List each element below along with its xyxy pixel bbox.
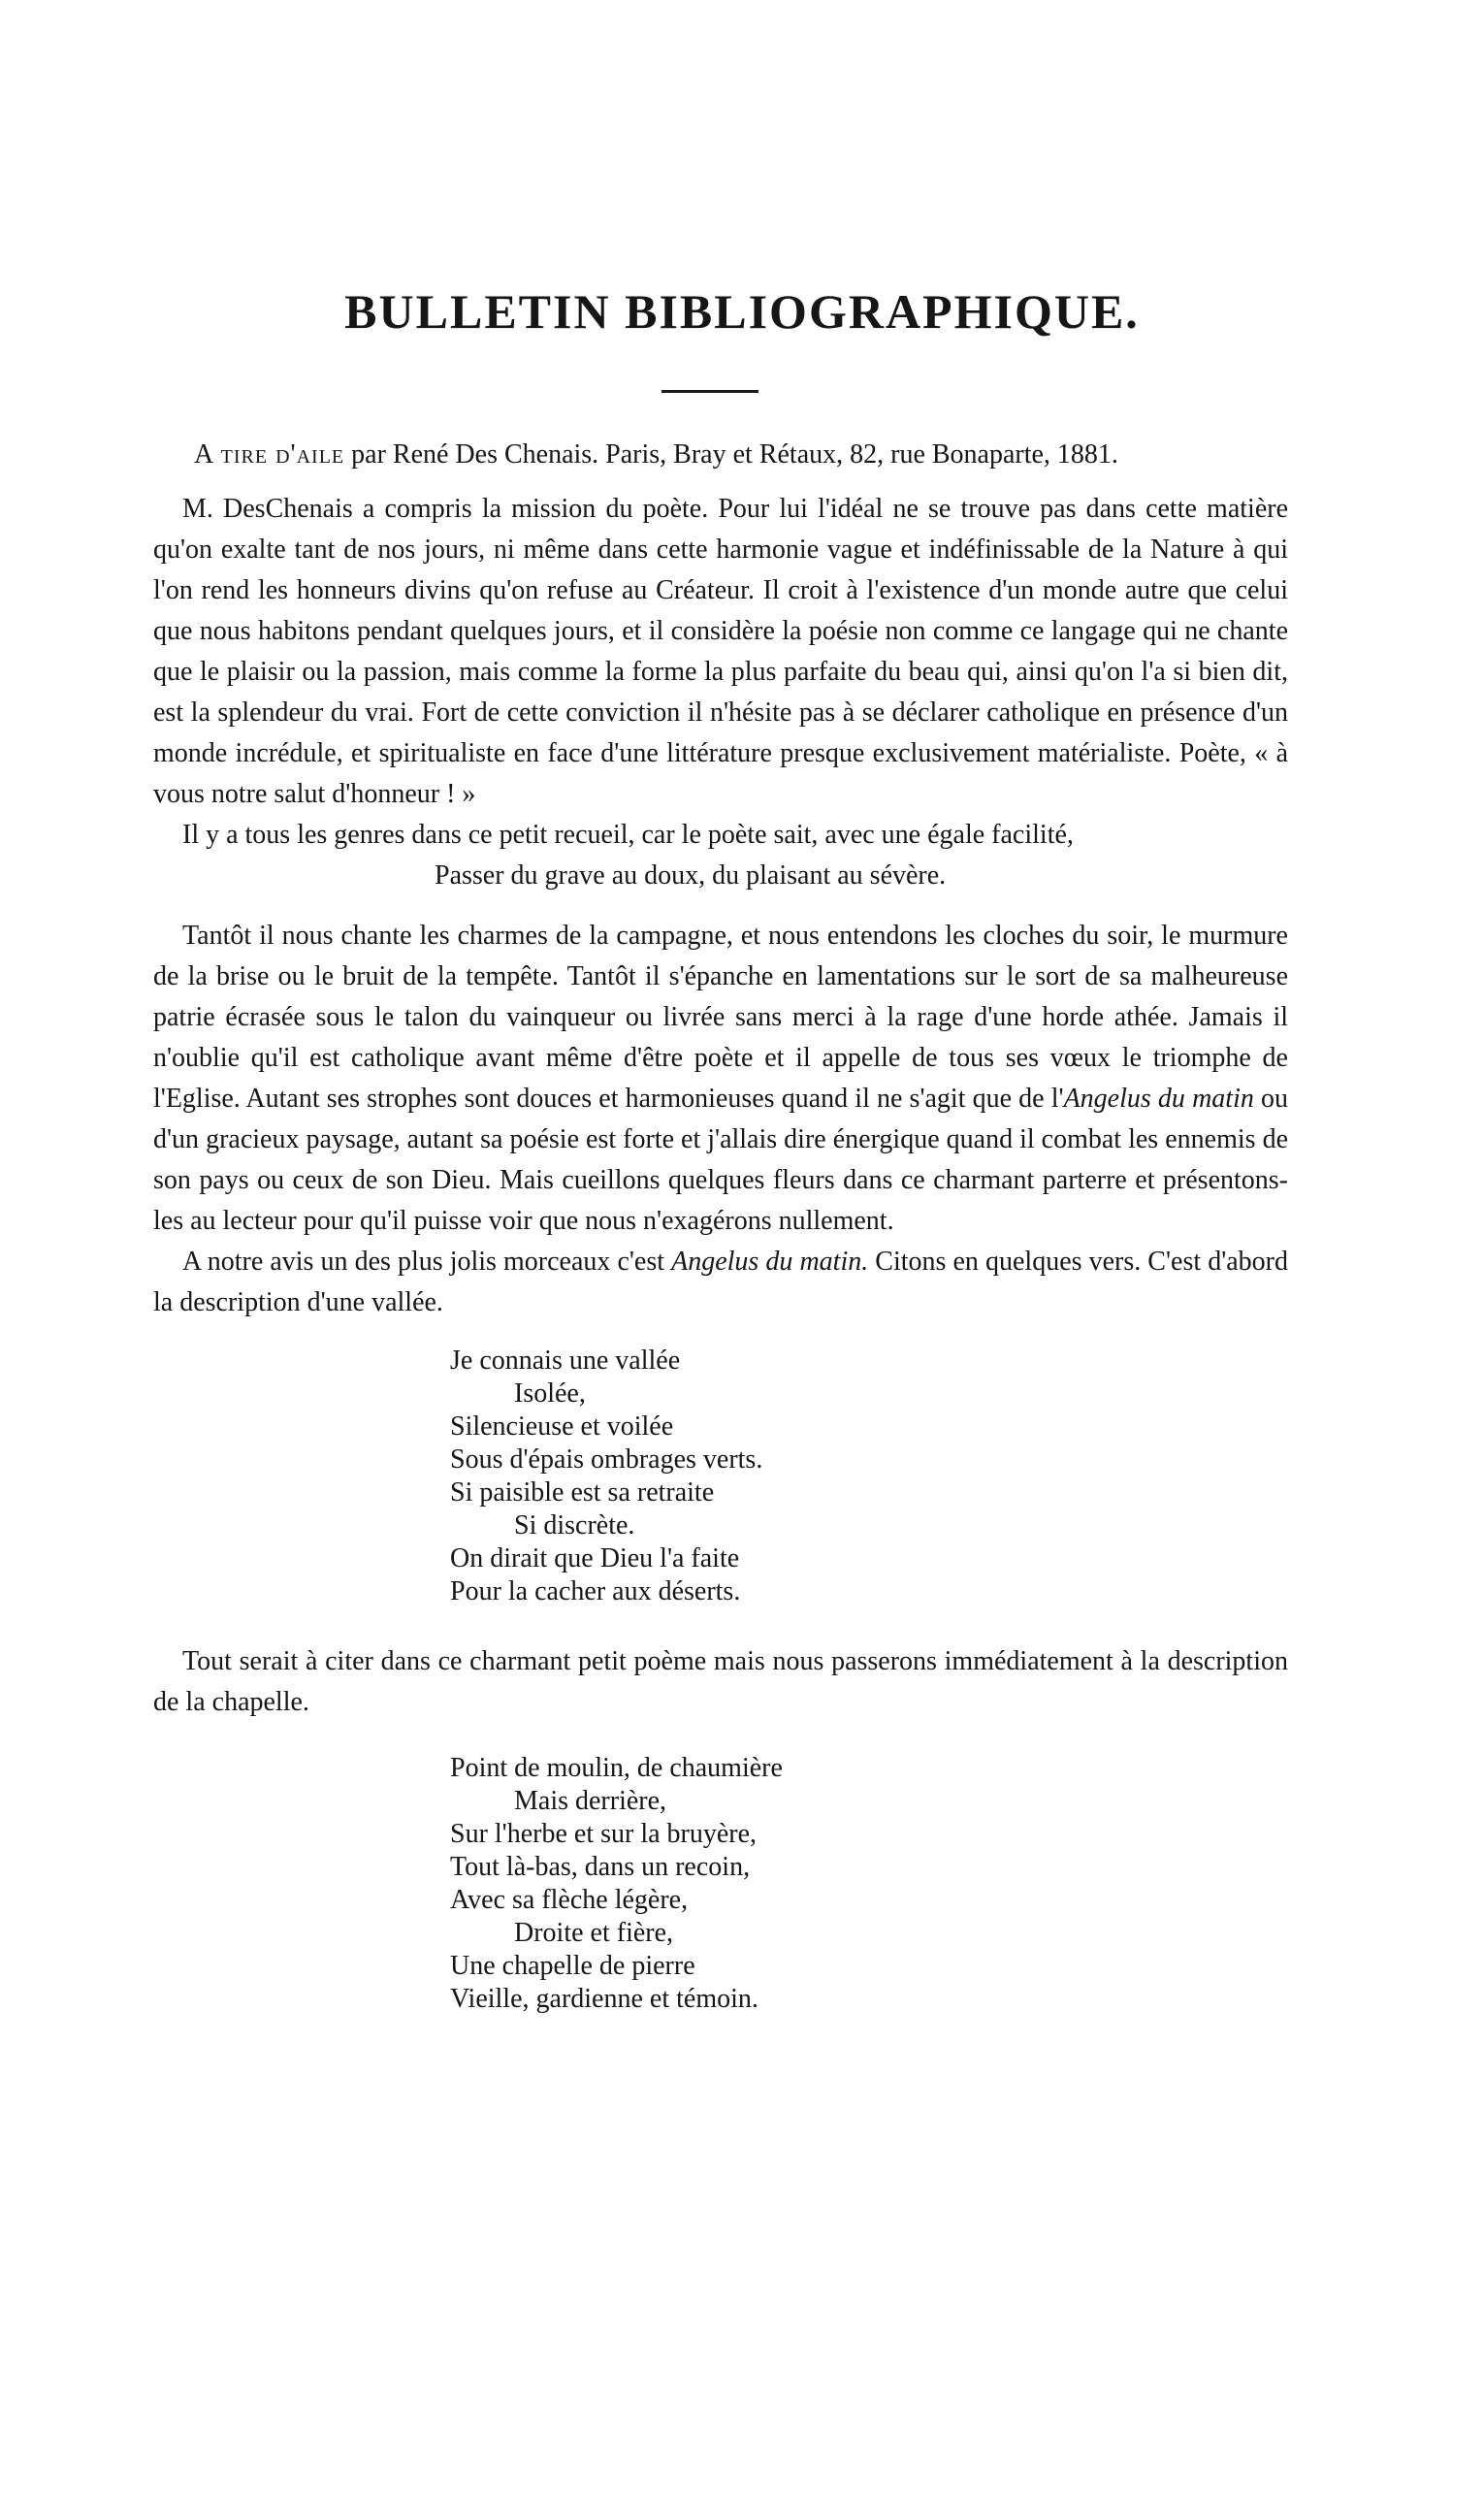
quoted-line: Passer du grave au doux, du plaisant au sévère. (435, 860, 947, 891)
entry-title: A tire d'aile (194, 439, 345, 470)
paragraph-3 (153, 916, 1288, 1242)
page-title: BULLETIN BIBLIOGRAPHIQUE. (344, 284, 1140, 339)
paragraph-3-text-a: Tantôt il nous chante les charmes de la campagne, et nous entendons les cloches du soir, le murmure de la brise ou le bruit de la tempête. Tantôt il s'épanche en lamentations sur le sort de sa malheureuse patrie écrasée sous le talon du vainqueur ou livrée sans merci à la rage d'une horde athée. Jamais il n'oublie qu'il est catholique avant même d'être poète et il appelle de tous ses vœux le triomphe de l'Eglise. Autant ses strophes sont douces et harmonieuses quand il ne s'agit que de l' (153, 921, 1288, 1114)
verse-line: Droite et fière, (514, 1918, 674, 1948)
paragraph-4 (153, 1242, 1288, 1323)
bibliographic-entry (153, 435, 1288, 475)
paragraph-1: M. DesChenais a compris la mission du poète. Pour lui l'idéal ne se trouve pas dans cette matière qu'on exalte tant de nos jours, ni même dans cette harmonie vague et indéfinissable de la Nature à qui l'on rend les honneurs divins qu'on refuse au Créateur. Il croit à l'existence d'un monde autre que celui que nous habitons pendant quelques jours, et il considère la poésie non comme ce langage qui ne chante que le plaisir ou la passion, mais comme la forme la plus parfaite du beau qui, ainsi qu'on l'a si bien dit, est la splendeur du vrai. Fort de cette conviction il n'hésite pas à se déclarer catholique en présence d'un monde incrédule, et spiritualiste en face d'une littérature presque exclusivement matérialiste. Poète, « à vous notre salut d'honneur ! » (153, 494, 1288, 809)
paragraph-4-text-a: A notre avis un des plus jolis morceaux c'est (182, 1247, 672, 1277)
verse-stanza-2 (153, 1752, 1288, 2016)
paragraph-4-text-b: Citons en quelques vers. C'est d'abord la description d'une vallée. (153, 1247, 1288, 1317)
paragraph-2: Il y a tous les genres dans ce petit recueil, car le poète sait, avec une égale facilité, (182, 820, 1074, 850)
verse-line: Isolée, (514, 1378, 586, 1409)
verse-stanza-1 (153, 1345, 1288, 1608)
verse-line: Si paisible est sa retraite (450, 1477, 715, 1508)
verse-line: On dirait que Dieu l'a faite (450, 1543, 740, 1573)
paragraph-3-emphasis: Angelus du matin (1063, 1084, 1254, 1114)
paragraph-4-emphasis: Angelus du matin. (671, 1247, 869, 1277)
verse-line: Je connais une vallée (450, 1346, 681, 1376)
paragraph-5: Tout serait à citer dans ce charmant petit poème mais nous passerons immédiatement à la description de la chapelle. (153, 1646, 1288, 1717)
verse-line: Vieille, gardienne et témoin. (450, 1984, 758, 2014)
verse-line: Point de moulin, de chaumière (450, 1753, 783, 1783)
verse-line: Mais derrière, (514, 1786, 667, 1816)
document-body (153, 435, 1288, 2016)
title-rule (661, 390, 758, 393)
verse-line: Avec sa flèche légère, (450, 1885, 689, 1915)
paragraph-3-text-b: ou d'un gracieux paysage, autant sa poésie est forte et j'allais dire énergique quand il combat les ennemis de son pays ou ceux de son Dieu. Mais cueillons quelques fleurs dans ce charmant parterre et présentons-les au lecteur pour qu'il puisse voir que nous n'exagérons nullement. (153, 1084, 1288, 1236)
entry-details: par René Des Chenais. Paris, Bray et Rétaux, 82, rue Bonaparte, 1881. (344, 439, 1118, 470)
verse-line: Sous d'épais ombrages verts. (450, 1444, 763, 1475)
verse-line: Si discrète. (514, 1510, 635, 1540)
verse-line: Sur l'herbe et sur la bruyère, (450, 1819, 758, 1849)
verse-line: Silencieuse et voilée (450, 1411, 674, 1442)
verse-line: Tout là-bas, dans un recoin, (450, 1852, 751, 1882)
verse-line: Une chapelle de pierre (450, 1951, 695, 1981)
verse-line: Pour la cacher aux déserts. (450, 1576, 741, 1606)
